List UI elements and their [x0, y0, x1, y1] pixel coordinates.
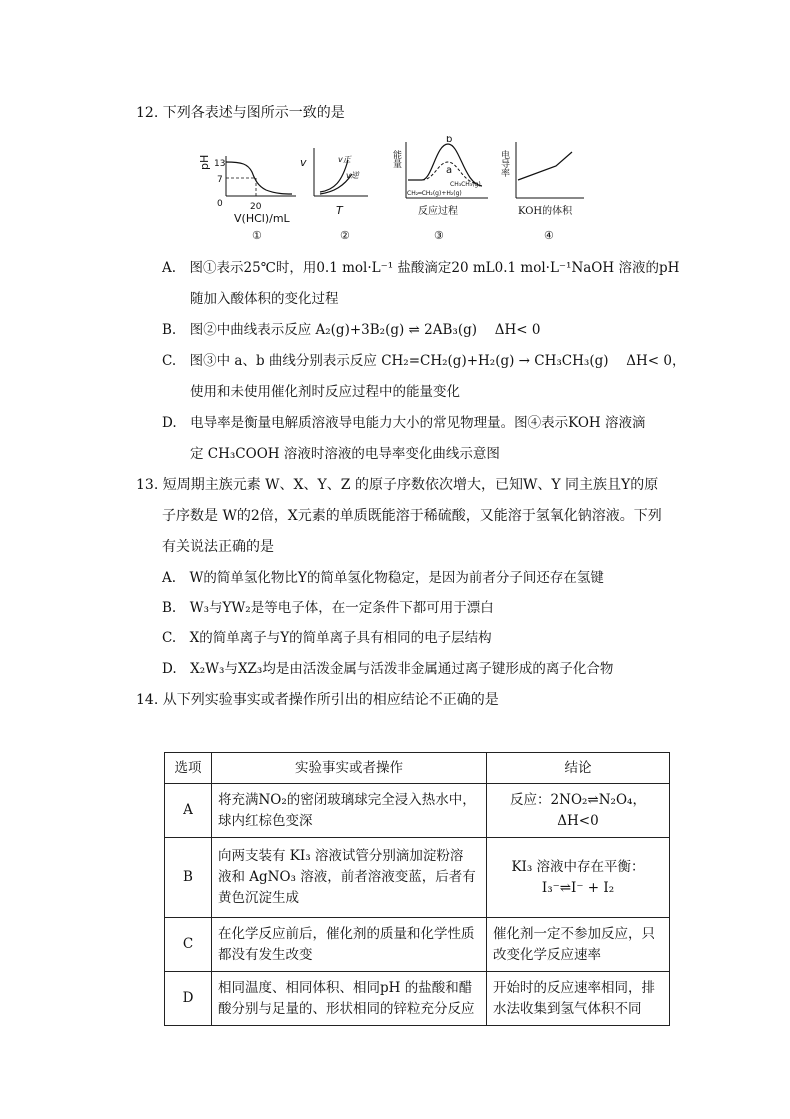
fig3-ylabel: 能量 — [391, 150, 401, 168]
q12-option-a-line1: A. 图①表示25℃时，用0.1 mol·L⁻¹ 盐酸滴定20 mL0.1 mol·L⁻¹NaOH 溶液的pH — [162, 260, 680, 276]
fig3-product: CH₃CH₃(g) — [450, 181, 481, 188]
conclusion-line: ΔH<0 — [557, 812, 599, 829]
fact-line: 液和 AgNO₃ 溶液，前者溶液变蓝，后者有 — [218, 869, 476, 885]
conclusion-line: KI₃ 溶液中存在平衡： — [511, 858, 645, 875]
conclusion-line: I₃⁻⇌I⁻ + I₂ — [541, 879, 615, 896]
fig4-curve — [518, 152, 572, 180]
conclusion-line: 开始时的反应速率相同，排 — [493, 979, 655, 996]
q13-stem-line2: 子序数是 W的2倍，X元素的单质既能溶于稀硫酸，又能溶于氢氧化钠溶液。下列 — [162, 508, 662, 524]
row-fact — [212, 972, 487, 1026]
row-option: C — [165, 918, 212, 972]
q12-option-b: B. 图②中曲线表示反应 A₂(g)+3B₂(g) ⇌ 2AB₃(g) ΔH< 0 — [162, 322, 541, 338]
q13-option-c: C. X的简单离子与Y的简单离子具有相同的电子层结构 — [162, 630, 492, 646]
fig1-curve — [226, 162, 292, 194]
conclusion-line: 催化剂一定不参加反应，只 — [493, 925, 655, 942]
table-row — [165, 838, 670, 918]
header-option: 选项 — [165, 753, 212, 784]
figure-4-conductivity-curve — [499, 142, 584, 242]
fig1-x20: 20 — [250, 202, 262, 212]
fig1-xlabel: V(HCl)/mL — [234, 212, 290, 225]
row-option: B — [165, 838, 212, 918]
fig1-y7: 7 — [217, 175, 223, 185]
row-fact — [212, 784, 487, 838]
fig2-number: ② — [340, 229, 350, 242]
table-header-row — [165, 753, 670, 784]
fig3-number: ③ — [434, 229, 444, 242]
table-row — [165, 972, 670, 1026]
q12-option-c-line1: C. 图③中 a、b 曲线分别表示反应 CH₂=CH₂(g)+H₂(g) → CH₃CH₃(g) ΔH< 0， — [162, 353, 686, 369]
fig4-ylabel: 电导率 — [499, 150, 509, 177]
fig3-a-label: a — [446, 165, 453, 176]
fact-line: 相同温度、相同体积、相同pH 的盐酸和醋 — [218, 979, 473, 996]
q12-option-a-line2: 随加入酸体积的变化过程 — [190, 291, 339, 307]
header-fact: 实验事实或者操作 — [212, 753, 487, 784]
q12-option-d-line2: 定 CH₃COOH 溶液时溶液的电导率变化曲线示意图 — [190, 446, 500, 462]
figure-3-energy-diagram — [391, 136, 488, 242]
fact-line: 都没有发生改变 — [218, 946, 313, 963]
fig2-label-1: v正 — [338, 155, 351, 164]
fig2-curve-forward — [320, 160, 348, 192]
row-fact — [212, 838, 487, 918]
fig1-y13: 13 — [214, 159, 226, 169]
fig3-reactant: CH₂═CH₂(g)+H₂(g) — [407, 190, 462, 197]
fig4-xlabel: KOH的体积 — [518, 206, 573, 217]
figure-2-rate-curve — [300, 148, 368, 242]
fig2-xlabel: T — [336, 204, 343, 217]
fig3-curve-b — [408, 144, 482, 186]
fact-line: 向两支装有 KI₃ 溶液试管分别滴加淀粉溶 — [218, 848, 464, 864]
fig4-number: ④ — [544, 229, 554, 242]
row-option: A — [165, 784, 212, 838]
q13-stem-line1: 13. 短周期主族元素 W、X、Y、Z 的原子序数依次增大，已知W、Y 同主族且Y的原 — [136, 477, 659, 493]
q13-option-b: B. W₃与YW₂是等电子体，在一定条件下都可用于漂白 — [162, 600, 494, 616]
q14-stem: 14. 从下列实验事实或者操作所引出的相应结论不正确的是 — [136, 692, 499, 708]
q12-figures — [196, 136, 616, 250]
fact-line: 在化学反应前后，催化剂的质量和化学性质 — [218, 925, 475, 942]
conclusion-line: 水法收集到氢气体积不同 — [493, 1000, 642, 1017]
fig2-ylabel: v — [300, 156, 307, 169]
header-conclusion: 结论 — [487, 753, 670, 784]
row-conclusion — [487, 972, 670, 1026]
fig2-label-2: v逆 — [346, 171, 359, 180]
fig1-y0: 0 — [217, 199, 223, 209]
fig3-xlabel: 反应过程 — [418, 206, 458, 217]
table-row — [165, 918, 670, 972]
fact-line: 球内红棕色变深 — [218, 812, 313, 829]
fact-line: 将充满NO₂的密闭玻璃球完全浸入热水中， — [218, 791, 476, 808]
q13-option-a: A. W的简单氢化物比Y的简单氢化物稳定，是因为前者分子间还存在氢键 — [162, 570, 604, 586]
row-option: D — [165, 972, 212, 1026]
row-conclusion — [487, 838, 670, 918]
q13-stem-line3: 有关说法正确的是 — [162, 539, 274, 555]
fig1-number: ① — [252, 229, 262, 242]
conclusion-line: 改变化学反应速率 — [493, 946, 601, 963]
figure-1-ph-curve — [198, 155, 296, 242]
q12-option-c-line2: 使用和未使用催化剂时反应过程中的能量变化 — [190, 384, 460, 400]
fact-line: 酸分别与足量的、形状相同的锌粒充分反应 — [218, 1000, 475, 1017]
row-conclusion — [487, 784, 670, 838]
q12-stem: 12. 下列各表述与图所示一致的是 — [136, 105, 345, 121]
row-conclusion — [487, 918, 670, 972]
conclusion-line: 反应：2NO₂⇌N₂O₄， — [510, 791, 646, 808]
fig3-b-label: b — [446, 136, 453, 145]
q13-option-d: D. X₂W₃与XZ₃均是由活泼金属与活泼非金属通过离子键形成的离子化合物 — [162, 661, 614, 677]
table-row — [165, 784, 670, 838]
q12-option-d-line1: D. 电导率是衡量电解质溶液导电能力大小的常见物理量。图④表示KOH 溶液滴 — [162, 415, 646, 431]
q14-table — [164, 752, 670, 1026]
fact-line: 黄色沉淀生成 — [218, 890, 299, 906]
row-fact — [212, 918, 487, 972]
fig1-ylabel: pH — [198, 154, 211, 170]
